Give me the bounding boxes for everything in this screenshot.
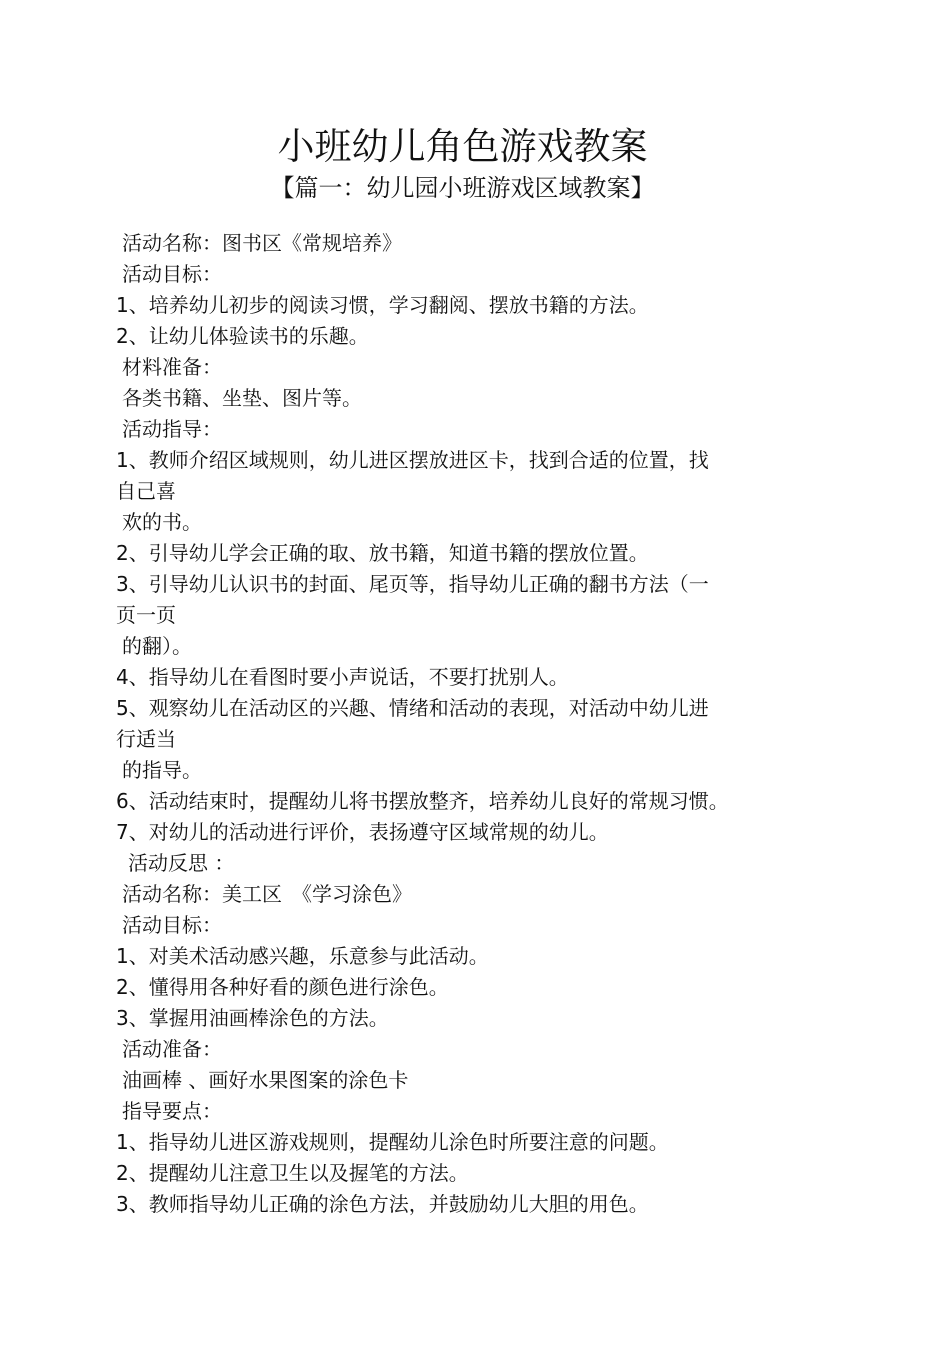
text-line: 2、引导幼儿学会正确的取、放书籍，知道书籍的摆放位置。: [116, 541, 649, 565]
text-line: 3、教师指导幼儿正确的涂色方法，并鼓励幼儿大胆的用色。: [116, 1192, 649, 1216]
text-line: 2、懂得用各种好看的颜色进行涂色。: [116, 975, 449, 999]
text-line: 活动名称：图书区《常规培养》: [122, 231, 402, 255]
document-subtitle: 【篇一：幼儿园小班游戏区域教案】: [270, 174, 655, 202]
text-line: 5、观察幼儿在活动区的兴趣、情绪和活动的表现，对活动中幼儿进: [116, 696, 709, 720]
text-line: 3、引导幼儿认识书的封面、尾页等，指导幼儿正确的翻书方法（一: [116, 572, 709, 596]
text-line: 自己喜: [116, 479, 176, 503]
text-line: 2、提醒幼儿注意卫生以及握笔的方法。: [116, 1161, 469, 1185]
text-line: 4、指导幼儿在看图时要小声说话，不要打扰别人。: [116, 665, 569, 689]
text-line: 1、教师介绍区域规则，幼儿进区摆放进区卡，找到合适的位置，找: [116, 448, 709, 472]
text-line: 指导要点：: [122, 1099, 222, 1123]
text-line: 欢的书。: [122, 510, 202, 534]
text-line: 活动目标：: [122, 913, 222, 937]
text-line: 活动指导：: [122, 417, 222, 441]
text-line: 3、掌握用油画棒涂色的方法。: [116, 1006, 389, 1030]
text-line: 7、对幼儿的活动进行评价，表扬遵守区域常规的幼儿。: [116, 820, 609, 844]
text-line: 页一页: [116, 603, 176, 627]
text-line: 活动名称：美工区 《学习涂色》: [122, 882, 412, 906]
document-title: 小班幼儿角色游戏教案: [277, 125, 648, 168]
text-line: 1、指导幼儿进区游戏规则，提醒幼儿涂色时所要注意的问题。: [116, 1130, 669, 1154]
text-line: 1、培养幼儿初步的阅读习惯，学习翻阅、摆放书籍的方法。: [116, 293, 649, 317]
text-line: 活动准备：: [122, 1037, 222, 1061]
text-line: 的指导。: [122, 758, 202, 782]
text-line: 6、活动结束时，提醒幼儿将书摆放整齐，培养幼儿良好的常规习惯。: [116, 789, 729, 813]
text-line: 1、对美术活动感兴趣，乐意参与此活动。: [116, 944, 489, 968]
text-line: 行适当: [116, 727, 176, 751]
text-line: 2、让幼儿体验读书的乐趣。: [116, 324, 369, 348]
text-line: 的翻）。: [122, 634, 192, 658]
text-line: 活动目标：: [122, 262, 222, 286]
text-line: 材料准备：: [122, 355, 222, 379]
text-line: 活动反思 ：: [128, 851, 235, 875]
document-body: [116, 228, 796, 1220]
text-line: 各类书籍、坐垫、图片等。: [122, 386, 362, 410]
text-line: 油画棒 、画好水果图案的涂色卡: [122, 1068, 409, 1092]
